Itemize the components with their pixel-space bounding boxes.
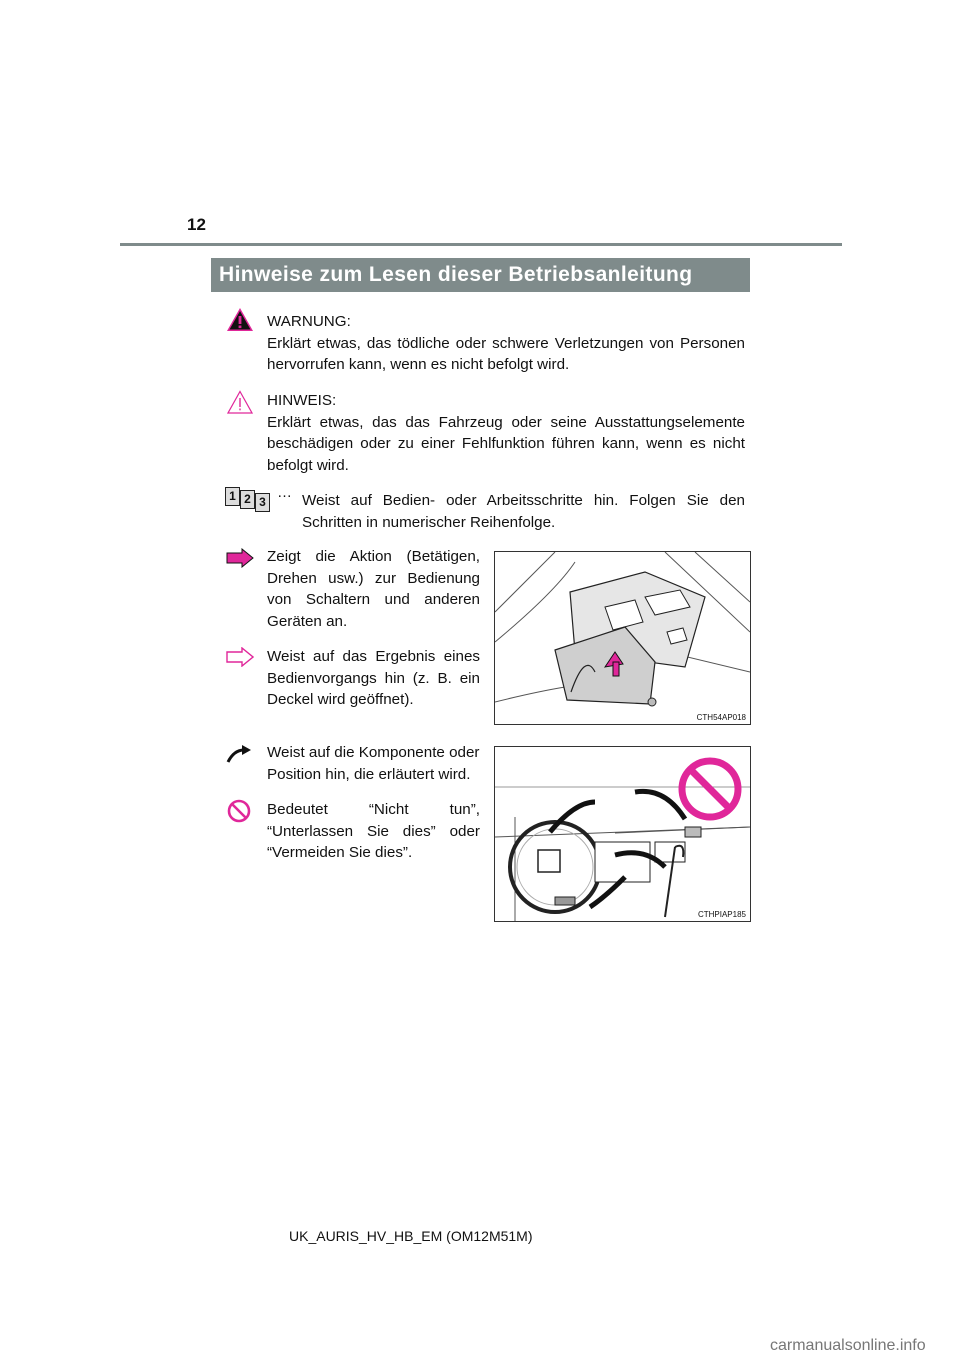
outline-arrow-icon: [226, 647, 254, 667]
warning-filled-icon: [226, 307, 254, 332]
step-number-3: 3: [255, 493, 270, 512]
steps-dots: …: [277, 484, 292, 501]
steps-text: Weist auf Bedien- oder Arbeitsschritte hin. Folgen Sie den Schritten in numerischer Reihenfolge.: [302, 492, 745, 531]
figure-code-1: CTH54AP018: [696, 713, 746, 722]
page-number: 12: [187, 215, 206, 234]
warning-block: [267, 311, 745, 376]
watermark: carmanualsonline.info: [770, 1337, 926, 1354]
notice-outline-icon: [227, 390, 253, 414]
figure-dashboard: [494, 746, 751, 922]
section-title: Hinweise zum Lesen dieser Betriebsanleitung: [211, 258, 750, 292]
notice-block: [267, 390, 745, 476]
curved-arrow-icon: [226, 744, 252, 764]
symbol-text-component: Weist auf die Komponente oder Position hin, die erläutert wird.: [267, 744, 480, 783]
step-number-2: 2: [240, 490, 255, 509]
overhead-console-illustration: [495, 552, 750, 724]
prohibition-icon: [227, 799, 251, 823]
notice-text: Erklärt etwas, das das Fahrzeug oder seine Ausstattungselemente beschädigen oder zu einer Fehlfunktion führen kann, wenn es nicht befolgt wird.: [267, 413, 745, 474]
warning-text: Erklärt etwas, das tödliche oder schwere Verletzungen von Personen hervorrufen kann, wenn es nicht befolgt wird.: [267, 334, 745, 373]
symbol-text-action: Zeigt die Aktion (Betätigen, Drehen usw.) zur Bedienung von Schaltern und anderen Geräten an.: [267, 548, 480, 630]
dashboard-illustration: [495, 747, 750, 921]
step-numbers-icon: [225, 487, 285, 513]
warning-heading: WARNUNG:: [267, 313, 351, 330]
footer-document-id: UK_AURIS_HV_HB_EM (OM12M51M): [289, 1228, 533, 1244]
symbol-text-result: Weist auf das Ergebnis eines Bedienvorgangs hin (z. B. ein Deckel wird geöffnet).: [267, 648, 480, 708]
notice-heading: HINWEIS:: [267, 392, 337, 409]
filled-arrow-icon: [226, 548, 254, 568]
header-rule: [120, 243, 842, 246]
figure-overhead-console: [494, 551, 751, 725]
figure-code-2: CTHPIAP185: [697, 910, 746, 919]
step-number-1: 1: [225, 487, 240, 506]
symbol-text-prohibition: Bedeutet “Nicht tun”, “Unterlassen Sie dies” oder “Vermeiden Sie dies”.: [267, 801, 480, 861]
